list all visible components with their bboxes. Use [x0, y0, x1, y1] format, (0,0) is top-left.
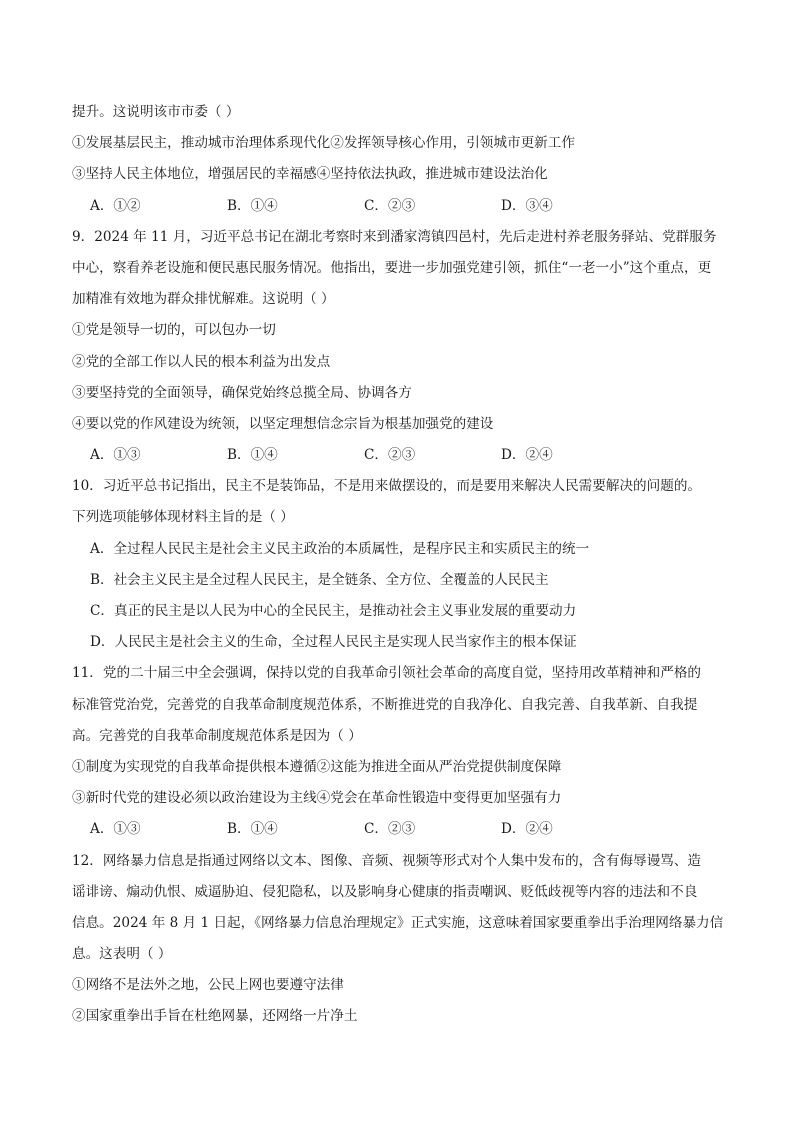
- text-line: 息。这表明（ ）: [72, 946, 172, 963]
- choice-line: A．全过程人民民主是社会主义民主政治的本质属性，是程序民主和实质民主的统一: [90, 540, 590, 557]
- answer-option: B．①④: [227, 197, 278, 214]
- answer-options-row: [72, 191, 732, 222]
- text-line: 提升。这说明该市市委（ ）: [72, 104, 240, 120]
- text-line: ④要以党的作风建设为统领，以坚定理想信念宗旨为根基加强党的建设: [72, 415, 494, 432]
- text-line: ①发展基层民主，推动城市治理体系现代化②发挥领导核心作用，引领城市更新工作: [72, 135, 575, 152]
- text-line: 谣诽谤、煽动仇恨、威逼胁迫、侵犯隐私，以及影响身心健康的指责嘲讽、贬低歧视等内容的违法和不良: [72, 883, 698, 900]
- answer-option: A．①③: [90, 447, 141, 464]
- text-line: ②国家重拳出手旨在杜绝网暴，还网络一片净土: [72, 1008, 358, 1025]
- text-line: 加精准有效地为群众排忧解难。这说明（ ）: [72, 291, 335, 308]
- text-line: ②党的全部工作以人民的根本利益为出发点: [72, 353, 331, 370]
- exam-page: [72, 97, 732, 1033]
- text-line: 9．2024 年 11 月，习近平总书记在湖北考察时来到潘家湾镇四邑村，先后走进村养老服务驿站、党群服务: [72, 228, 717, 245]
- answer-option: C．②③: [364, 447, 416, 464]
- text-line: 高。完善党的自我革命制度规范体系是因为（ ）: [72, 727, 362, 744]
- text-line: ③坚持人民主体地位，增强居民的幸福感④坚持依法执政，推进城市建设法治化: [72, 166, 548, 183]
- text-line: 10．习近平总书记指出，民主不是装饰品，不是用来做摆设的，而是要用来解决人民需要解决的问题的。: [72, 478, 702, 495]
- answer-options-row: [72, 440, 732, 471]
- text-line: ③要坚持党的全面领导，确保党始终总揽全局、协调各方: [72, 384, 412, 401]
- text-line: 标准管党治党，完善党的自我革命制度规范体系，不断推进党的自我净化、自我完善、自我革新、自我提: [72, 696, 698, 713]
- answer-option: D．③④: [501, 197, 553, 214]
- answer-option: C．②③: [364, 197, 416, 214]
- text-line: ③新时代党的建设必须以政治建设为主线④党会在革命性锻造中变得更加坚强有力: [72, 790, 562, 807]
- answer-option: A．①③: [90, 821, 141, 838]
- choice-line: B．社会主义民主是全过程人民民主，是全链条、全方位、全覆盖的人民民主: [90, 571, 549, 588]
- text-line: ①网络不是法外之地，公民上网也要遵守法律: [72, 977, 344, 994]
- answer-options-row: [72, 814, 732, 845]
- answer-option: D．②④: [501, 821, 553, 838]
- text-line: 信息。2024 年 8 月 1 日起，《网络暴力信息治理规定》正式实施，这意味着国家要重拳出手治理网络暴力信: [72, 914, 724, 931]
- text-line: ①党是领导一切的，可以包办一切: [72, 322, 276, 339]
- text-line: 中心，察看养老设施和便民惠民服务情况。他指出，要进一步加强党建引领，抓住“一老一小”这个重点，更: [72, 259, 712, 276]
- choice-line: D．人民民主是社会主义的生命，全过程人民民主是实现人民当家作主的根本保证: [90, 634, 577, 651]
- answer-option: B．①④: [227, 821, 278, 838]
- text-line: 12．网络暴力信息是指通过网络以文本、图像、音频、视频等形式对个人集中发布的，含有侮辱谩骂、造: [72, 852, 702, 869]
- answer-option: A．①②: [90, 197, 141, 214]
- text-line: ①制度为实现党的自我革命提供根本遵循②这能为推进全面从严治党提供制度保障: [72, 758, 562, 775]
- choice-line: C．真正的民主是以人民为中心的全民民主，是推动社会主义事业发展的重要动力: [90, 603, 577, 619]
- answer-option: D．②④: [501, 447, 553, 464]
- text-line: 下列选项能够体现材料主旨的是（ ）: [72, 509, 294, 526]
- answer-option: C．②③: [364, 821, 416, 838]
- answer-option: B．①④: [227, 447, 278, 464]
- text-line: 11．党的二十届三中全会强调，保持以党的自我革命引领社会革命的高度自觉，坚持用改革精神和严格的: [72, 665, 702, 682]
